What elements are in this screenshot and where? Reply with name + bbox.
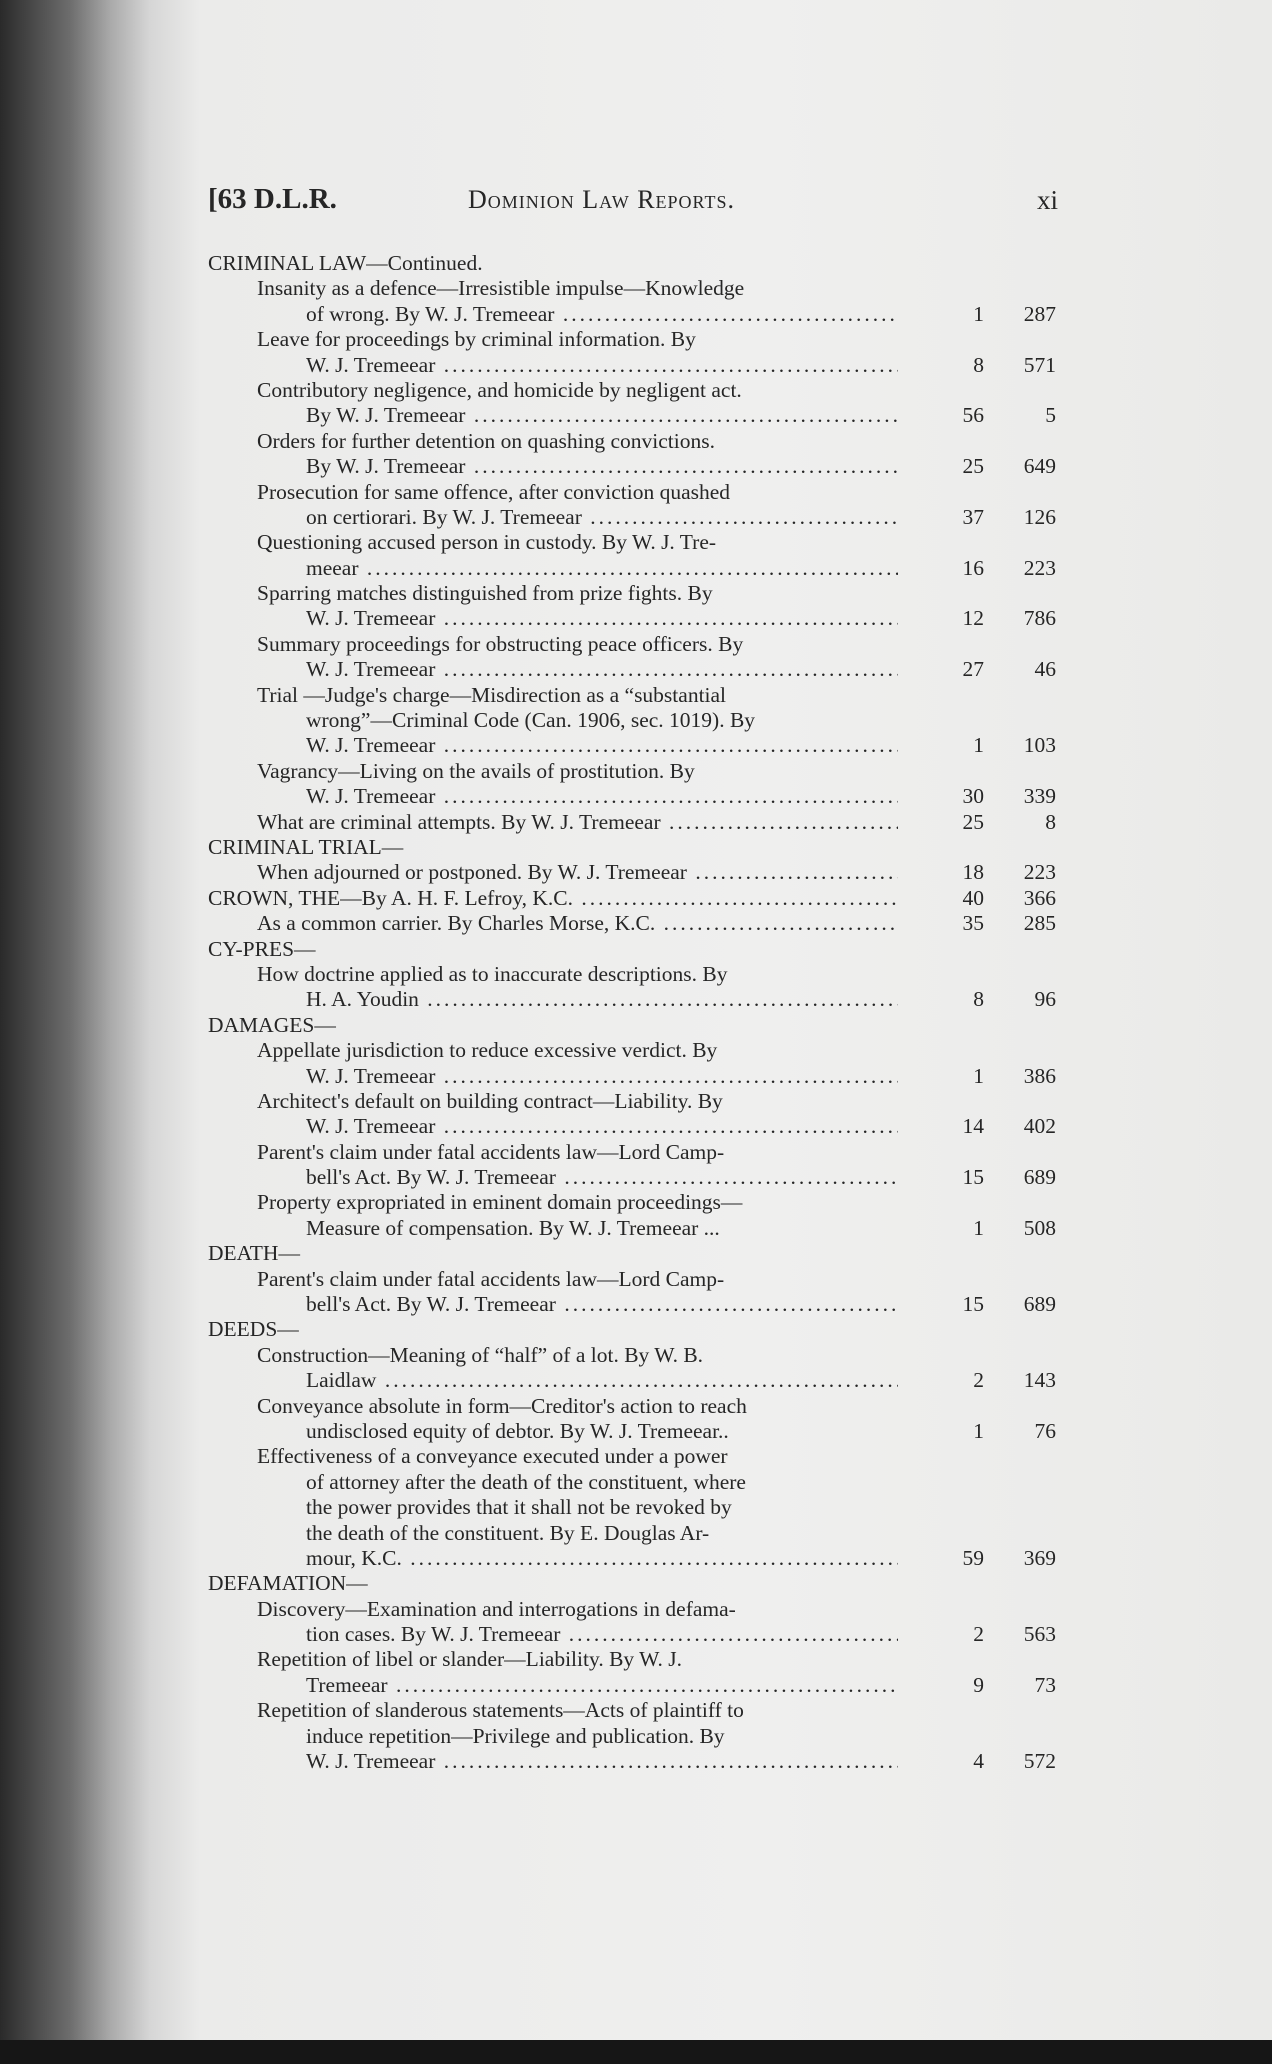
entry-text: Parent's claim under fatal accidents law—Lord Camp-	[257, 1266, 725, 1291]
index-entry-row	[208, 1521, 1056, 1546]
index-heading-row	[208, 937, 1056, 962]
index-entry-row	[208, 1038, 1056, 1063]
running-header	[208, 183, 1058, 223]
volume-number: 40	[962, 885, 984, 910]
index-entry-row	[208, 1673, 1056, 1698]
index-entry-row	[208, 429, 1056, 454]
entry-text: Insanity as a defence—Irresistible impulse—Knowledge	[257, 276, 745, 301]
volume-number: 15	[962, 1292, 984, 1317]
index-entry-row	[208, 1165, 1056, 1190]
page-number: 126	[1023, 504, 1056, 529]
index-heading-row	[208, 1241, 1056, 1266]
entry-text: W. J. Tremeear .....	[306, 733, 898, 758]
entry-text: Effectiveness of a conveyance executed under a power	[257, 1444, 728, 1469]
index-heading-row	[208, 886, 1056, 911]
index-entry-row	[208, 1064, 1056, 1089]
page-number: 369	[1023, 1545, 1056, 1570]
volume-number: 14	[962, 1114, 984, 1139]
page-number: 223	[1023, 555, 1056, 580]
index-heading: CROWN, THE—By A. H. F. Lefroy, K.C. .....	[208, 886, 898, 911]
index-entry-row	[208, 1597, 1056, 1622]
volume-number: 35	[962, 911, 984, 936]
entry-text: What are criminal attempts. By W. J. Tremeear .....	[257, 810, 898, 835]
entry-text: bell's Act. By W. J. Tremeear .....	[306, 1292, 898, 1317]
entry-text: Vagrancy—Living on the avails of prostitution. By	[257, 758, 695, 783]
entry-text: W. J. Tremeear .....	[306, 784, 898, 809]
page-number: 786	[1023, 606, 1056, 631]
volume-number: 1	[973, 301, 984, 326]
volume-number: 37	[962, 504, 984, 529]
volume-number: 25	[962, 454, 984, 479]
index-heading: DAMAGES—	[208, 1012, 336, 1037]
entry-text: By W. J. Tremeear .....	[306, 454, 898, 479]
entry-text: wrong”—Criminal Code (Can. 1906, sec. 1019). By	[306, 708, 756, 733]
index-entry-row	[208, 505, 1056, 530]
page-number: 571	[1023, 352, 1056, 377]
entry-text: mour, K.C. .....	[306, 1546, 898, 1571]
entry-text: As a common carrier. By Charles Morse, K.C. .....	[257, 911, 898, 936]
index-entry-row	[208, 632, 1056, 657]
index-heading: CY-PRES—	[208, 936, 316, 961]
index-entry-row	[208, 1089, 1056, 1114]
page-number: 76	[1034, 1418, 1056, 1443]
entry-text: Trial —Judge's charge—Misdirection as a “substantial	[257, 682, 727, 707]
volume-number: 30	[962, 784, 984, 809]
index-entry-row	[208, 606, 1056, 631]
volume-number: 1	[973, 1063, 984, 1088]
index-entry-row	[208, 1622, 1056, 1647]
entry-text: meear .....	[306, 556, 898, 581]
entry-text: Measure of compensation. By W. J. Tremeear ...	[306, 1215, 720, 1240]
volume-number: 9	[973, 1672, 984, 1697]
index-entry-row	[208, 1292, 1056, 1317]
index-entry-row	[208, 1698, 1056, 1723]
index-entry-row	[208, 1724, 1056, 1749]
index-entry-row	[208, 987, 1056, 1012]
index-entry-row	[208, 480, 1056, 505]
index-entry-row	[208, 1368, 1056, 1393]
index-heading: DEATH—	[208, 1241, 300, 1266]
entry-text: When adjourned or postponed. By W. J. Tremeear .....	[257, 860, 898, 885]
index-entry-row	[208, 657, 1056, 682]
entry-text: on certiorari. By W. J. Tremeear .....	[306, 505, 898, 530]
index-heading: CRIMINAL TRIAL—	[208, 834, 404, 859]
page-number: 96	[1034, 987, 1056, 1012]
page-number: 689	[1023, 1292, 1056, 1317]
entry-text: W. J. Tremeear .....	[306, 657, 898, 682]
volume-number: 1	[973, 1418, 984, 1443]
entry-text: By W. J. Tremeear .....	[306, 403, 898, 428]
page-number: 8	[1045, 809, 1056, 834]
index-entry-row	[208, 1444, 1056, 1469]
entry-text: H. A. Youdin .....	[306, 987, 898, 1012]
volume-number: 16	[962, 555, 984, 580]
index-entry-row	[208, 1749, 1056, 1774]
volume-number: 4	[973, 1749, 984, 1774]
index-entry-row	[208, 302, 1056, 327]
page-number: 508	[1023, 1215, 1056, 1240]
entry-text: Orders for further detention on quashing convictions.	[257, 428, 715, 453]
volume-number: 59	[962, 1545, 984, 1570]
page-number: 649	[1023, 454, 1056, 479]
entry-text: Construction—Meaning of “half” of a lot. By W. B.	[257, 1342, 704, 1367]
entry-text: Tremeear .....	[306, 1673, 898, 1698]
page-number: 366	[1023, 885, 1056, 910]
entry-text: W. J. Tremeear .....	[306, 606, 898, 631]
entry-text: Questioning accused person in custody. By W. J. Tre-	[257, 530, 717, 555]
entry-text: Repetition of slanderous statements—Acts of plaintiff to	[257, 1698, 744, 1723]
index-heading-row	[208, 1013, 1056, 1038]
volume-number: 56	[962, 403, 984, 428]
volume-number: 2	[973, 1622, 984, 1647]
volume-number: 1	[973, 1215, 984, 1240]
index-heading: DEFAMATION—	[208, 1571, 368, 1596]
index-entry-row	[208, 1470, 1056, 1495]
entry-text: of wrong. By W. J. Tremeear .....	[306, 302, 898, 327]
index-entry-row	[208, 581, 1056, 606]
entry-text: Property expropriated in eminent domain proceedings—	[257, 1190, 743, 1215]
page-number: 287	[1023, 301, 1056, 326]
page-number: 572	[1023, 1749, 1056, 1774]
index-entry-row	[208, 454, 1056, 479]
index-heading-row	[208, 1317, 1056, 1342]
index-entry-row	[208, 378, 1056, 403]
volume-number: 8	[973, 987, 984, 1012]
index-entry-row	[208, 1394, 1056, 1419]
index-entry-row	[208, 327, 1056, 352]
index-entry-row	[208, 1343, 1056, 1368]
volume-number: 25	[962, 809, 984, 834]
entry-text: undisclosed equity of debtor. By W. J. Tremeear..	[306, 1418, 729, 1443]
header-title: Dominion Law Reports.	[468, 185, 735, 214]
index-entry-row	[208, 403, 1056, 428]
volume-number: 15	[962, 1165, 984, 1190]
entry-text: Discovery—Examination and interrogations in defama-	[257, 1596, 736, 1621]
index-entry-row	[208, 1495, 1056, 1520]
entry-text: Conveyance absolute in form—Creditor's action to reach	[257, 1393, 747, 1418]
index-entry-row	[208, 784, 1056, 809]
index-entry-row	[208, 1546, 1056, 1571]
page-number: 5	[1045, 403, 1056, 428]
index-entry-row	[208, 683, 1056, 708]
volume-number: 12	[962, 606, 984, 631]
page-number: 402	[1023, 1114, 1056, 1139]
index-entries	[208, 251, 1056, 1774]
entry-text: bell's Act. By W. J. Tremeear .....	[306, 1165, 898, 1190]
entry-text: W. J. Tremeear .....	[306, 1064, 898, 1089]
index-entry-row	[208, 759, 1056, 784]
index-entry-row	[208, 530, 1056, 555]
entry-text: the death of the constituent. By E. Douglas Ar-	[306, 1520, 710, 1545]
page-number: 386	[1023, 1063, 1056, 1088]
page-number: 46	[1034, 657, 1056, 682]
header-volume: [63 D.L.R.	[208, 183, 337, 215]
index-entry-row	[208, 860, 1056, 885]
entry-text: How doctrine applied as to inaccurate descriptions. By	[257, 961, 728, 986]
index-entry-row	[208, 810, 1056, 835]
index-entry-row	[208, 1140, 1056, 1165]
entry-text: Sparring matches distinguished from prize fights. By	[257, 581, 713, 606]
scan-bottom-edge	[0, 2040, 1272, 2064]
entry-text: Parent's claim under fatal accidents law—Lord Camp-	[257, 1139, 725, 1164]
index-entry-row	[208, 1419, 1056, 1444]
entry-text: Appellate jurisdiction to reduce excessive verdict. By	[257, 1038, 718, 1063]
page-number: 103	[1023, 733, 1056, 758]
index-heading: CRIMINAL LAW—Continued.	[208, 251, 483, 275]
index-entry-row	[208, 1267, 1056, 1292]
volume-number: 18	[962, 860, 984, 885]
index-entry-row	[208, 1114, 1056, 1139]
index-entry-row	[208, 733, 1056, 758]
entry-text: Summary proceedings for obstructing peace officers. By	[257, 631, 744, 656]
index-entry-row	[208, 911, 1056, 936]
index-entry-row	[208, 708, 1056, 733]
volume-number: 27	[962, 657, 984, 682]
entry-text: Repetition of libel or slander—Liability. By W. J.	[257, 1647, 682, 1672]
index-entry-row	[208, 556, 1056, 581]
index-entry-row	[208, 962, 1056, 987]
index-heading-row	[208, 835, 1056, 860]
index-heading-row	[208, 1571, 1056, 1596]
page-number: 339	[1023, 784, 1056, 809]
index-entry-row	[208, 1190, 1056, 1215]
index-entry-row	[208, 353, 1056, 378]
index-entry-row	[208, 1647, 1056, 1672]
entry-text: W. J. Tremeear .....	[306, 353, 898, 378]
entry-text: W. J. Tremeear .....	[306, 1749, 898, 1774]
page-number: 73	[1034, 1672, 1056, 1697]
page-number: 285	[1023, 911, 1056, 936]
volume-number: 1	[973, 733, 984, 758]
entry-text: induce repetition—Privilege and publication. By	[306, 1723, 725, 1748]
entry-text: tion cases. By W. J. Tremeear .....	[306, 1622, 898, 1647]
index-heading: DEEDS—	[208, 1317, 299, 1342]
index-heading-row	[208, 251, 1056, 276]
entry-text: of attorney after the death of the constituent, where	[306, 1469, 746, 1494]
page-number: 563	[1023, 1622, 1056, 1647]
entry-text: Leave for proceedings by criminal information. By	[257, 327, 696, 352]
entry-text: Contributory negligence, and homicide by negligent act.	[257, 377, 742, 402]
header-page-number: xi	[1036, 185, 1058, 215]
entry-text: Laidlaw .....	[306, 1368, 898, 1393]
index-entry-row	[208, 276, 1056, 301]
entry-text: W. J. Tremeear .....	[306, 1114, 898, 1139]
volume-number: 8	[973, 352, 984, 377]
page-number: 143	[1023, 1368, 1056, 1393]
page-number: 689	[1023, 1165, 1056, 1190]
page-number: 223	[1023, 860, 1056, 885]
entry-text: the power provides that it shall not be revoked by	[306, 1495, 732, 1520]
volume-number: 2	[973, 1368, 984, 1393]
entry-text: Prosecution for same offence, after conviction quashed	[257, 479, 731, 504]
entry-text: Architect's default on building contract—Liability. By	[257, 1088, 723, 1113]
index-entry-row	[208, 1216, 1056, 1241]
